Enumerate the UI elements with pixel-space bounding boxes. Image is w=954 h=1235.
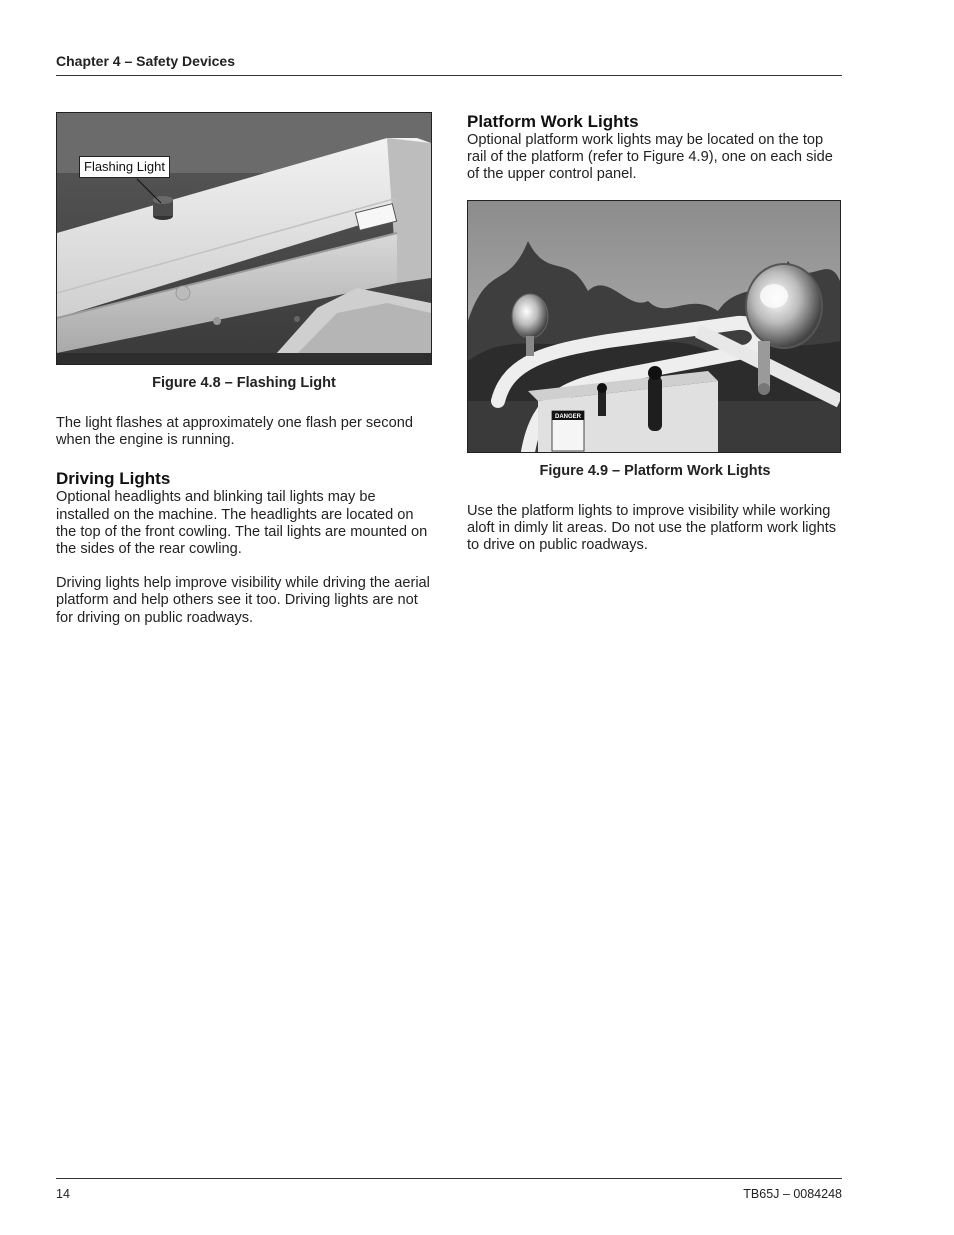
platform-work-lights-paragraph-2: Use the platform lights to improve visibility while working aloft in dimly lit areas. Do not use the platform work lights to drive on public roadways.	[467, 502, 837, 554]
driving-lights-heading: Driving Lights	[56, 469, 171, 489]
platform-work-lights-heading: Platform Work Lights	[467, 112, 639, 131]
right-column	[467, 112, 843, 554]
platform-lights-photo-illustration	[468, 201, 840, 452]
page-header	[56, 53, 842, 76]
driving-lights-paragraph-1: Optional headlights and blinking tail lights may be installed on the machine. The headlights are located on the top of the front cowling. The tail lights are mounted on the sides of the rear cowling.	[56, 489, 428, 558]
figure-4-9-caption: Figure 4.9 – Platform Work Lights	[539, 462, 771, 479]
figure-4-8-caption: Figure 4.8 – Flashing Light	[152, 375, 336, 391]
flashing-light-callout: Flashing Light	[79, 156, 170, 178]
left-column	[56, 112, 432, 627]
driving-lights-paragraph-2: Driving lights help improve visibility while driving the aerial platform and help others see it too. Driving lights are not for driving on public roadways.	[56, 575, 430, 626]
callout-leader-line	[57, 113, 431, 364]
page-footer	[56, 1178, 842, 1201]
figure-4-8-photo	[56, 112, 432, 365]
flash-description: The light flashes at approximately one flash per second when the engine is running.	[56, 415, 413, 449]
platform-work-lights-paragraph-1: Optional platform work lights may be located on the top rail of the platform (refer to Figure 4.9), one on each side of the upper control panel.	[467, 132, 833, 183]
page-number: 14	[56, 1187, 70, 1201]
document-id: TB65J – 0084248	[743, 1187, 842, 1201]
danger-decal-label: DANGER	[554, 413, 582, 420]
chapter-title: Chapter 4 – Safety Devices	[56, 53, 235, 69]
figure-4-9-photo	[467, 200, 841, 453]
